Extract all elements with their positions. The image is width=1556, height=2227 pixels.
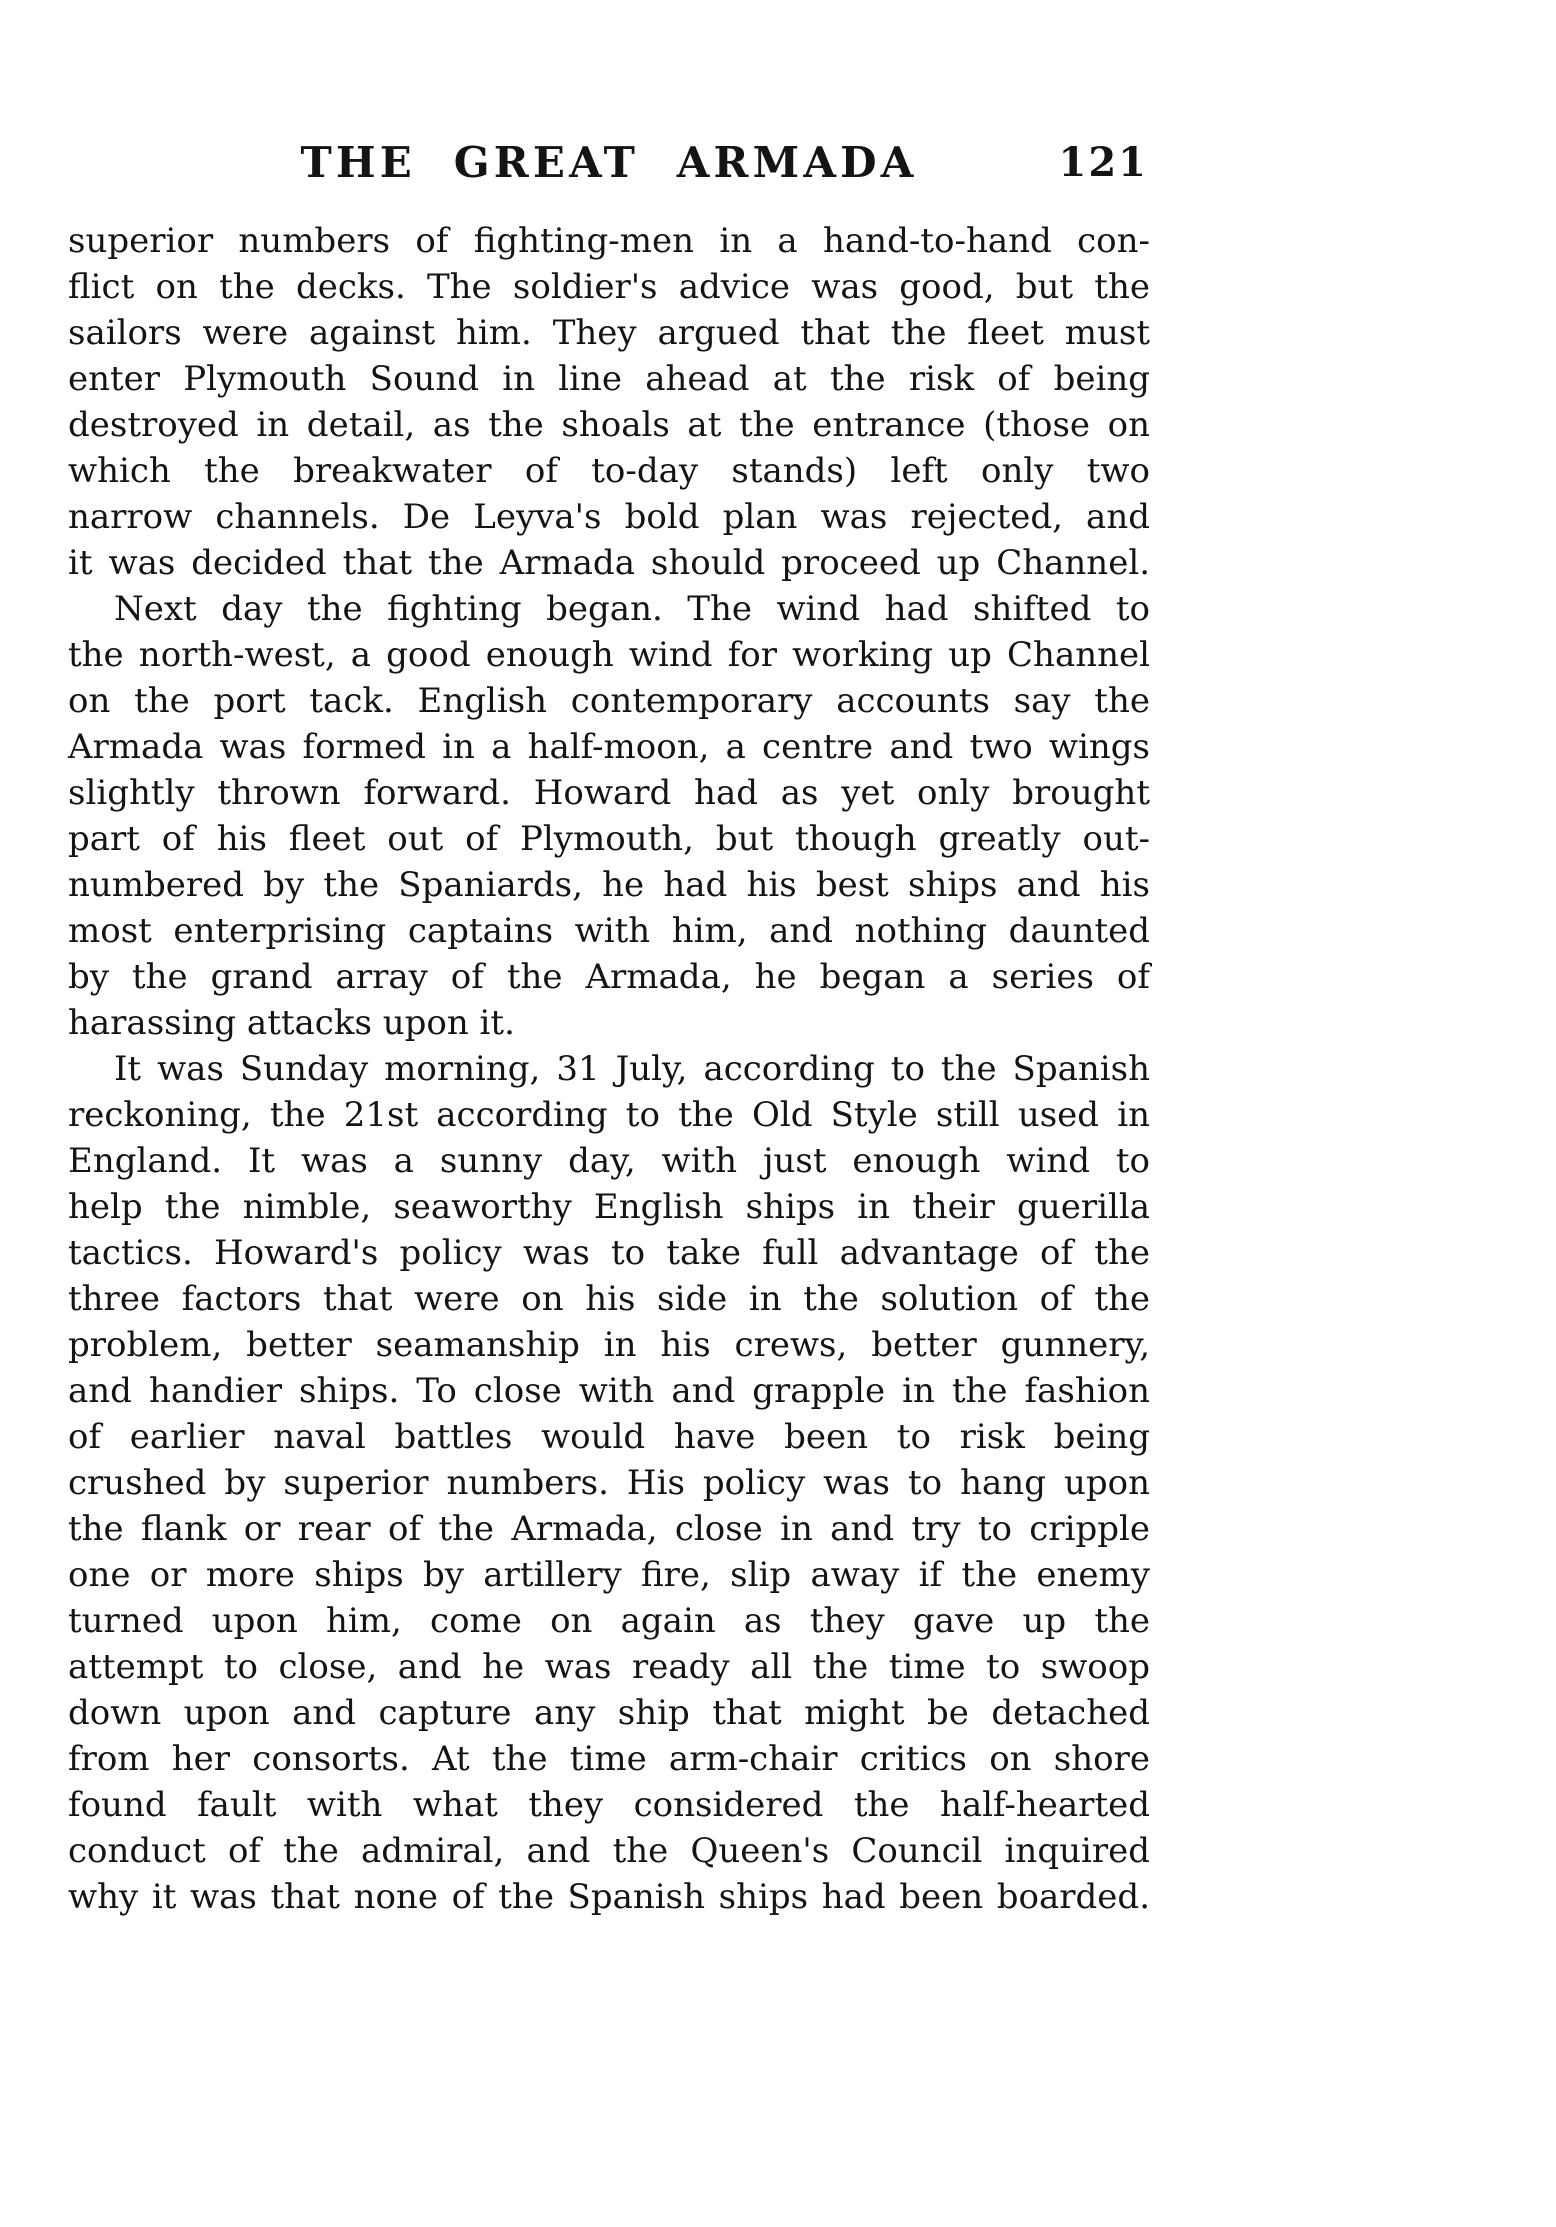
text-line: part of his fleet out of Plymouth, but though greatly out- xyxy=(68,819,1150,859)
text-line: sailors were against him. They argued that the fleet must xyxy=(68,313,1150,353)
text-line: narrow channels. De Leyva's bold plan was rejected, and xyxy=(68,497,1150,537)
text-line: crushed by superior numbers. His policy was to hang upon xyxy=(68,1463,1150,1503)
page-body xyxy=(68,218,1150,1920)
text-line: destroyed in detail, as the shoals at the entrance (those on xyxy=(68,405,1150,445)
page-title: THE GREAT ARMADA xyxy=(300,138,918,187)
text-line: numbered by the Spaniards, he had his best ships and his xyxy=(68,865,1150,905)
paragraph-3 xyxy=(68,1046,1150,1920)
text-line: the north-west, a good enough wind for working up Channel xyxy=(68,635,1150,675)
text-line: England. It was a sunny day, with just enough wind to xyxy=(68,1141,1150,1181)
text-line: harassing attacks upon it. xyxy=(68,1003,515,1043)
text-line: conduct of the admiral, and the Queen's Council inquired xyxy=(68,1831,1150,1871)
text-line: most enterprising captains with him, and nothing daunted xyxy=(68,911,1150,951)
text-line: of earlier naval battles would have been to risk being xyxy=(68,1417,1150,1457)
text-line: help the nimble, seaworthy English ships in their guerilla xyxy=(68,1187,1150,1227)
text-line: Next day the fighting began. The wind had shifted to xyxy=(114,589,1150,629)
text-line: It was Sunday morning, 31 July, according to the Spanish xyxy=(114,1049,1150,1089)
text-line: problem, better seamanship in his crews, better gunnery, xyxy=(68,1325,1150,1365)
text-line: why it was that none of the Spanish ships had been boarded. xyxy=(68,1877,1150,1917)
text-line: the flank or rear of the Armada, close in and try to cripple xyxy=(68,1509,1150,1549)
text-line: found fault with what they considered the half-hearted xyxy=(68,1785,1150,1825)
paragraph-2 xyxy=(68,586,1150,1046)
text-line: superior numbers of fighting-men in a hand-to-hand con- xyxy=(68,221,1150,261)
text-line: by the grand array of the Armada, he began a series of xyxy=(68,957,1150,997)
page-header xyxy=(68,138,1150,190)
paragraph-1 xyxy=(68,218,1150,586)
text-line: three factors that were on his side in the solution of the xyxy=(68,1279,1150,1319)
text-line: slightly thrown forward. Howard had as yet only brought xyxy=(68,773,1150,813)
text-line: Armada was formed in a half-moon, a centre and two wings xyxy=(68,727,1150,767)
text-line: tactics. Howard's policy was to take full advantage of the xyxy=(68,1233,1150,1273)
text-line: attempt to close, and he was ready all the time to swoop xyxy=(68,1647,1150,1687)
text-line: turned upon him, come on again as they gave up the xyxy=(68,1601,1150,1641)
text-line: one or more ships by artillery fire, slip away if the enemy xyxy=(68,1555,1150,1595)
text-line: enter Plymouth Sound in line ahead at the risk of being xyxy=(68,359,1150,399)
text-line: which the breakwater of to-day stands) left only two xyxy=(68,451,1150,491)
text-line: from her consorts. At the time arm-chair critics on shore xyxy=(68,1739,1150,1779)
page-content xyxy=(68,138,1150,1920)
text-line: down upon and capture any ship that might be detached xyxy=(68,1693,1150,1733)
text-line: reckoning, the 21st according to the Old Style still used in xyxy=(68,1095,1150,1135)
text-line: and handier ships. To close with and grapple in the fashion xyxy=(68,1371,1150,1411)
text-line: it was decided that the Armada should proceed up Channel. xyxy=(68,543,1150,583)
text-line: on the port tack. English contemporary accounts say the xyxy=(68,681,1150,721)
page-number: 121 xyxy=(1058,139,1148,186)
text-line: flict on the decks. The soldier's advice was good, but the xyxy=(68,267,1150,307)
